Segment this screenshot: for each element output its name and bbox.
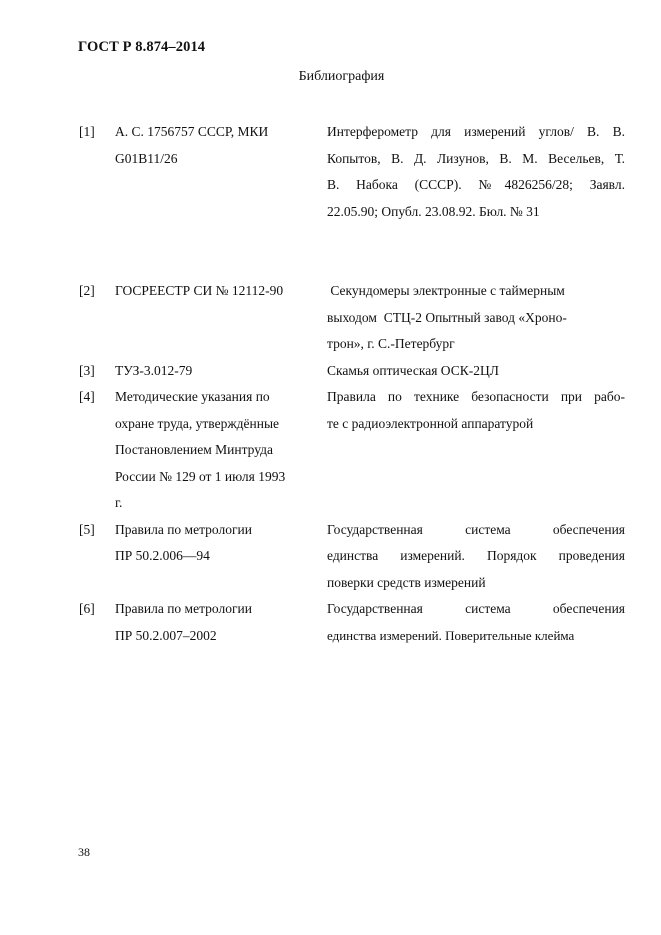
reference-document-line: России № 129 от 1 июля 1993 — [115, 468, 286, 484]
reference-document-line: Методические указания по — [115, 389, 270, 404]
reference-description — [327, 517, 625, 597]
reference-number: [6] — [79, 601, 95, 616]
reference-item-3 — [79, 358, 626, 385]
reference-description-line: Копытов, В. Д. Лизунов, В. М. Весельев, Т. — [327, 150, 625, 166]
reference-document-line: ТУЗ-3.012-79 — [115, 362, 193, 378]
reference-description-line: Скамья оптическая ОСК-2ЦЛ — [327, 362, 499, 378]
reference-document — [115, 384, 315, 517]
reference-document — [115, 358, 315, 385]
reference-document-line: ПР 50.2.006—94 — [115, 548, 210, 563]
reference-description-line: Государственная система обеспечения — [327, 521, 625, 537]
reference-description-line: Интерферометр для измерений углов/ В. В. — [327, 124, 625, 139]
bibliography-title: Библиография — [298, 69, 385, 84]
reference-description — [327, 596, 625, 649]
reference-description-line: Правила по технике безопасности при рабо- — [327, 389, 625, 404]
reference-description — [327, 278, 625, 358]
reference-document-line: Постановлением Минтруда — [115, 442, 273, 457]
reference-document-line: охране труда, утверждённые — [115, 415, 280, 431]
reference-number: [2] — [79, 283, 95, 298]
reference-document-line: G01B11/26 — [115, 150, 178, 166]
bibliography-list — [79, 119, 626, 649]
reference-document-line: А. С. 1756757 СССР, МКИ — [115, 124, 269, 139]
reference-document-line: ГОСРЕЕСТР СИ № 12112-90 — [115, 283, 284, 298]
reference-item-6 — [79, 596, 626, 649]
reference-description-line: единства измерений. Порядок проведения — [327, 548, 625, 563]
reference-document — [115, 596, 315, 649]
reference-document — [115, 119, 315, 172]
reference-number: [3] — [79, 362, 95, 378]
reference-description-line: поверки средств измерений — [327, 574, 486, 590]
reference-description-line: те с радиоэлектронной аппаратурой — [327, 415, 534, 431]
reference-document-line: г. — [115, 495, 123, 510]
reference-document — [115, 278, 315, 305]
reference-document — [115, 517, 315, 570]
reference-description-line: единства измерений. Поверительные клейма — [327, 627, 575, 643]
reference-document-line: Правила по метрологии — [115, 521, 252, 537]
reference-number: [1] — [79, 124, 95, 139]
reference-description-line: Государственная система обеспечения — [327, 601, 625, 616]
page-number: 38 — [78, 845, 90, 859]
reference-number: [5] — [79, 521, 95, 537]
reference-description-line: В. Набока (СССР). №4826256/28; Заявл. — [327, 177, 625, 192]
reference-item-1 — [79, 119, 626, 278]
document-header: ГОСТ Р 8.874–2014 — [78, 39, 206, 55]
reference-description-line: 22.05.90; Опубл. 23.08.92. Бюл. № 31 — [327, 203, 540, 219]
reference-description-line: выходом СТЦ-2 Опытный завод «Хроно- — [327, 309, 567, 325]
reference-document-line: Правила по метрологии — [115, 601, 252, 616]
reference-description — [327, 119, 625, 225]
reference-item-2 — [79, 278, 626, 358]
reference-description — [327, 358, 625, 385]
reference-description-line: Секундомеры электронные с таймерным — [327, 283, 565, 298]
reference-item-4 — [79, 384, 626, 517]
reference-item-5 — [79, 517, 626, 597]
reference-description-line: трон», г. С.-Петербург — [327, 336, 455, 351]
reference-document-line: ПР 50.2.007–2002 — [115, 627, 217, 643]
reference-number: [4] — [79, 389, 95, 404]
reference-description — [327, 384, 625, 437]
